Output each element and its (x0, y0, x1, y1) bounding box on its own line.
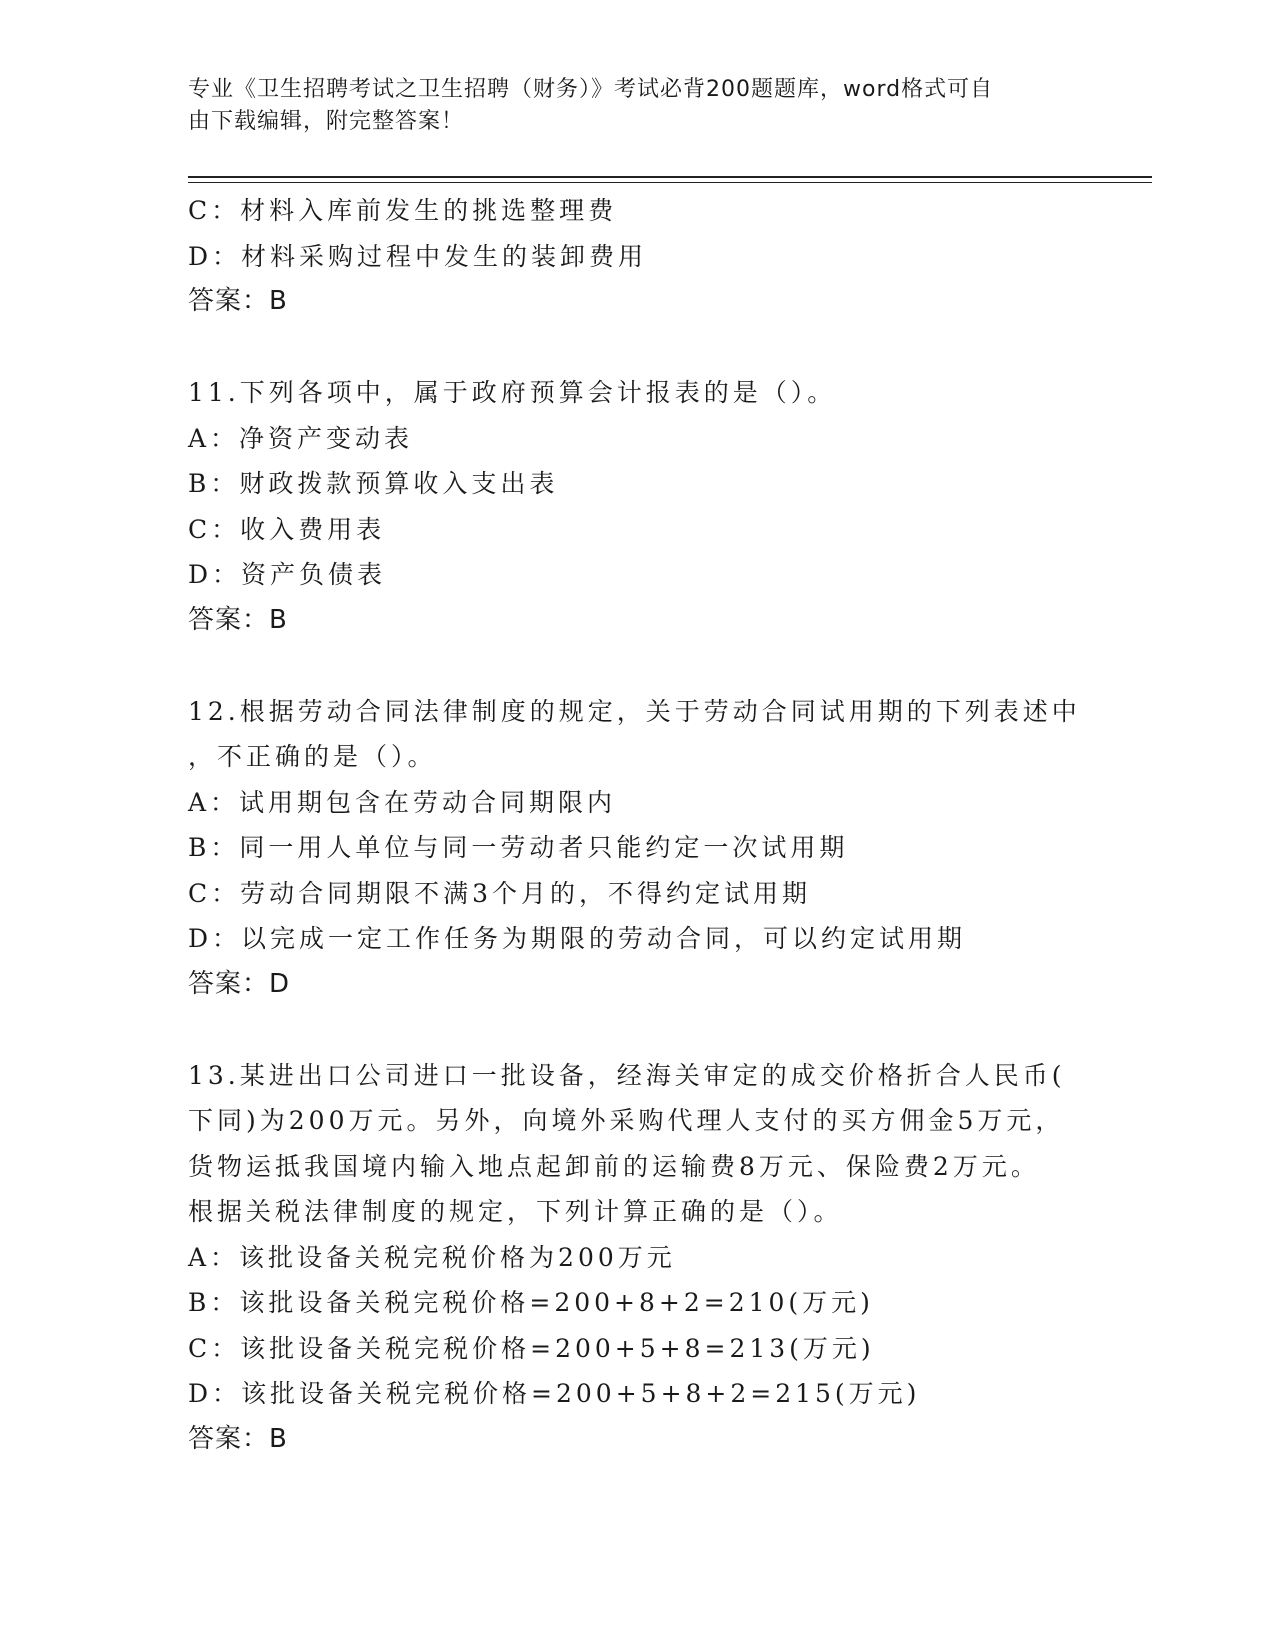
option-a: A：净资产变动表 (188, 423, 414, 453)
option-b: B：该批设备关税完税价格=200+8+2=210(万元) (188, 1288, 874, 1317)
option-a: A：该批设备关税完税价格为200万元 (188, 1242, 676, 1272)
document-header (188, 74, 1068, 138)
option-d: D：该批设备关税完税价格=200+5+8+2=215(万元) (188, 1379, 921, 1408)
spacer (188, 1007, 1088, 1053)
answer: 答案：B (188, 286, 288, 316)
spacer (188, 325, 1088, 371)
option-d: D：材料采购过程中发生的装卸费用 (188, 241, 648, 271)
option-d: D：以完成一定工作任务为期限的劳动合同，可以约定试用期 (188, 924, 967, 953)
question-stem: 11.下列各项中，属于政府预算会计报表的是（）。 (188, 378, 837, 407)
question-stem-line-2: ，不正确的是（）。 (188, 742, 437, 771)
question-11 (188, 370, 1088, 643)
answer: 答案：B (188, 604, 288, 635)
option-a: A：试用期包含在劳动合同期限内 (188, 787, 617, 817)
spacer (188, 643, 1088, 689)
question-stem-line-1: 12.根据劳动合同法律制度的规定，关于劳动合同试用期的下列表述中 (188, 696, 1081, 726)
option-c: C：材料入库前发生的挑选整理费 (188, 196, 618, 225)
question-10 (188, 188, 1088, 325)
question-12 (188, 689, 1088, 1008)
header-rule-bottom (188, 182, 1152, 183)
option-b: B：同一用人单位与同一劳动者只能约定一次试用期 (188, 833, 849, 862)
question-13 (188, 1053, 1088, 1463)
question-stem-line-2: 下同)为200万元。另外，向境外采购代理人支付的买方佣金5万元， (188, 1106, 1065, 1135)
answer: 答案：D (188, 968, 291, 999)
option-c: C：该批设备关税完税价格=200+5+8=213(万元) (188, 1333, 875, 1363)
option-c: C：劳动合同期限不满3个月的，不得约定试用期 (188, 878, 812, 908)
header-line-2: 由下载编辑，附完整答案！ (188, 109, 465, 134)
question-list (188, 188, 1088, 1462)
option-c: C：收入费用表 (188, 514, 386, 544)
question-stem-line-1: 13.某进出口公司进口一批设备，经海关审定的成交价格折合人民币( (188, 1060, 1066, 1090)
question-stem-line-3: 货物运抵我国境内输入地点起卸前的运输费8万元、保险费2万元。 (188, 1151, 1040, 1181)
header-rule-top (188, 176, 1152, 178)
option-b: B：财政拨款预算收入支出表 (188, 469, 559, 498)
answer: 答案：B (188, 1423, 288, 1454)
header-line-1: 专业《卫生招聘考试之卫生招聘（财务）》考试必背200题题库，word格式可自 (188, 77, 994, 102)
option-d: D：资产负债表 (188, 560, 387, 589)
question-stem-line-4: 根据关税法律制度的规定，下列计算正确的是（）。 (188, 1197, 843, 1226)
